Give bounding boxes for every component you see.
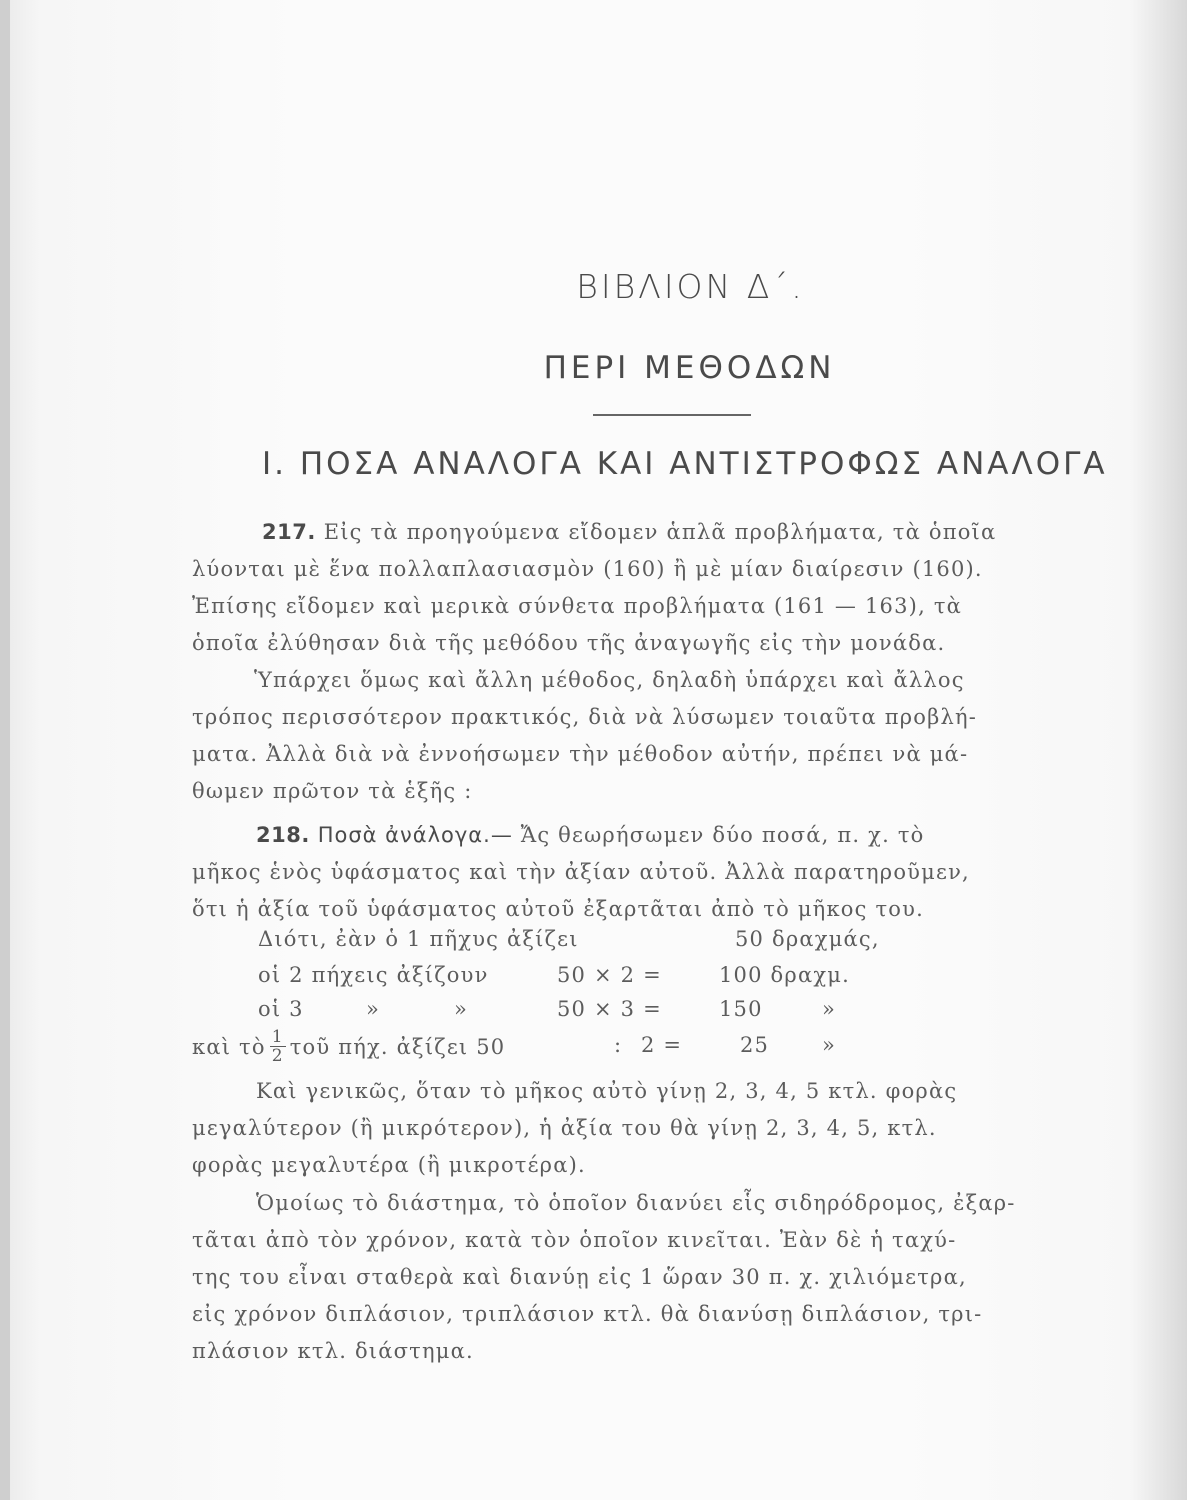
section-217-line-1: 217. Εἰς τὰ προηγούμενα εἴδομεν ἁπλᾶ προβλήματα, τὰ ὁποῖα — [262, 520, 997, 544]
paragraph-2-line-4: θωμεν πρῶτον τὰ ἑξῆς : — [192, 779, 473, 803]
paragraph-2-line-1: Ὑπάρχει ὅμως καὶ ἄλλη μέθοδος, δηλαδὴ ὑπάρχει καὶ ἄλλος — [254, 668, 965, 692]
paragraph-2-line-3: ματα. Ἀλλὰ διὰ νὰ ἐννοήσωμεν τὴν μέθοδον αὐτήν, πρέπει νὰ μά- — [192, 742, 969, 766]
page-edge — [0, 0, 10, 1500]
section-218-line-3: ὅτι ἡ ἀξία τοῦ ὑφάσματος αὐτοῦ ἐξαρτᾶται ἀπὸ τὸ μῆκος του. — [192, 897, 924, 921]
chapter-title: Ι. ΠΟΣΑ ΑΝΑΛΟΓΑ ΚΑΙ ΑΝΤΙΣΤΡΟΦΩΣ ΑΝΑΛΟΓΑ — [262, 446, 1108, 482]
part-title: ΠΕΡΙ ΜΕΘΟΔΩΝ — [543, 350, 836, 386]
section-218-line-2: μῆκος ἑνὸς ὑφάσματος καὶ τὴν ἀξίαν αὐτοῦ. Ἀλλὰ παρατηροῦμεν, — [192, 860, 970, 884]
paragraph-5-line-4: εἰς χρόνον διπλάσιον, τριπλάσιον κτλ. θὰ διανύσῃ διπλάσιον, τρι- — [192, 1302, 983, 1326]
fraction-row-left: καὶ τὸ $\frac{1}{2}$ τοῦ πήχ. ἀξίζει 50 — [192, 1027, 506, 1066]
section-217-line-3: Ἐπίσης εἴδομεν καὶ μερικὰ σύνθετα προβλήματα (161 — 163), τὰ — [192, 594, 963, 618]
fraction-row-right: 25 — [740, 1033, 770, 1057]
table-row-1-right: 50 δραχμάς, — [735, 927, 880, 951]
fraction-row-mid: 2 = — [641, 1033, 683, 1057]
table-row-3-right: 150 — [719, 997, 763, 1021]
table-row-3-mid: 50 × 3 = — [557, 997, 662, 1021]
paragraph-5-line-5: πλάσιον κτλ. διάστημα. — [192, 1339, 474, 1363]
paragraph-5-line-3: της του εἶναι σταθερὰ καὶ διανύῃ εἰς 1 ὥραν 30 π. χ. χιλιόμετρα, — [192, 1265, 967, 1289]
paragraph-5-line-1: Ὁμοίως τὸ διάστημα, τὸ ὁποῖον διανύει εἷς σιδηρόδρομος, ἐξαρ- — [256, 1191, 1016, 1215]
table-row-3-ditto-1: » — [366, 997, 381, 1021]
paragraph-2-line-2: τρόπος περισσότερον πρακτικός, διὰ νὰ λύσωμεν τοιαῦτα προβλή- — [192, 705, 978, 729]
paragraph-5-line-2: τᾶται ἀπὸ τὸν χρόνον, κατὰ τὸν ὁποῖον κινεῖται. Ἐὰν δὲ ἡ ταχύ- — [192, 1228, 957, 1252]
section-217-line-2: λύονται μὲ ἕνα πολλαπλασιασμὸν (160) ἢ μὲ μίαν διαίρεσιν (160). — [192, 557, 983, 581]
title-divider — [593, 414, 751, 416]
table-row-3-left: οἱ 3 — [258, 997, 304, 1021]
table-row-3-ditto-3: » — [822, 997, 837, 1021]
table-row-2-left: οἱ 2 πήχεις ἀξίζουν — [258, 963, 489, 987]
section-217-line-4: ὁποῖα ἐλύθησαν διὰ τῆς μεθόδου τῆς ἀναγωγῆς εἰς τὴν μονάδα. — [192, 631, 946, 655]
section-218-line-1: 218. Ποσὰ ἀνάλογα.— Ἄς θεωρήσωμεν δύο ποσά, π. χ. τὸ — [256, 823, 925, 847]
table-row-1-left: Διότι, ἐὰν ὁ 1 πῆχυς ἀξίζει — [258, 927, 579, 951]
table-row-2-right: 100 δραχμ. — [719, 963, 850, 987]
paragraph-4-line-2: μεγαλύτερον (ἢ μικρότερον), ἡ ἀξία του θὰ γίνῃ 2, 3, 4, 5, κτλ. — [192, 1116, 937, 1140]
section-218-title: Ποσὰ ἀνάλογα.— — [317, 823, 513, 847]
section-number-218: 218. — [256, 823, 310, 847]
table-row-3-ditto-2: » — [454, 997, 469, 1021]
paragraph-4-line-3: φορὰς μεγαλυτέρα (ἢ μικροτέρα). — [192, 1153, 586, 1177]
one-half-fraction: $\frac{1}{2}$ — [271, 1027, 284, 1066]
book-title: ΒΙΒΛΙΟΝ Δ΄. — [576, 267, 805, 306]
paragraph-4-line-1: Καὶ γενικῶς, ὅταν τὸ μῆκος αὐτὸ γίνῃ 2, 3, 4, 5 κτλ. φορὰς — [256, 1079, 958, 1103]
table-row-2-mid: 50 × 2 = — [557, 963, 662, 987]
section-number-217: 217. — [262, 520, 316, 544]
fraction-row-op: : — [614, 1033, 623, 1057]
fraction-row-ditto: » — [822, 1033, 837, 1057]
